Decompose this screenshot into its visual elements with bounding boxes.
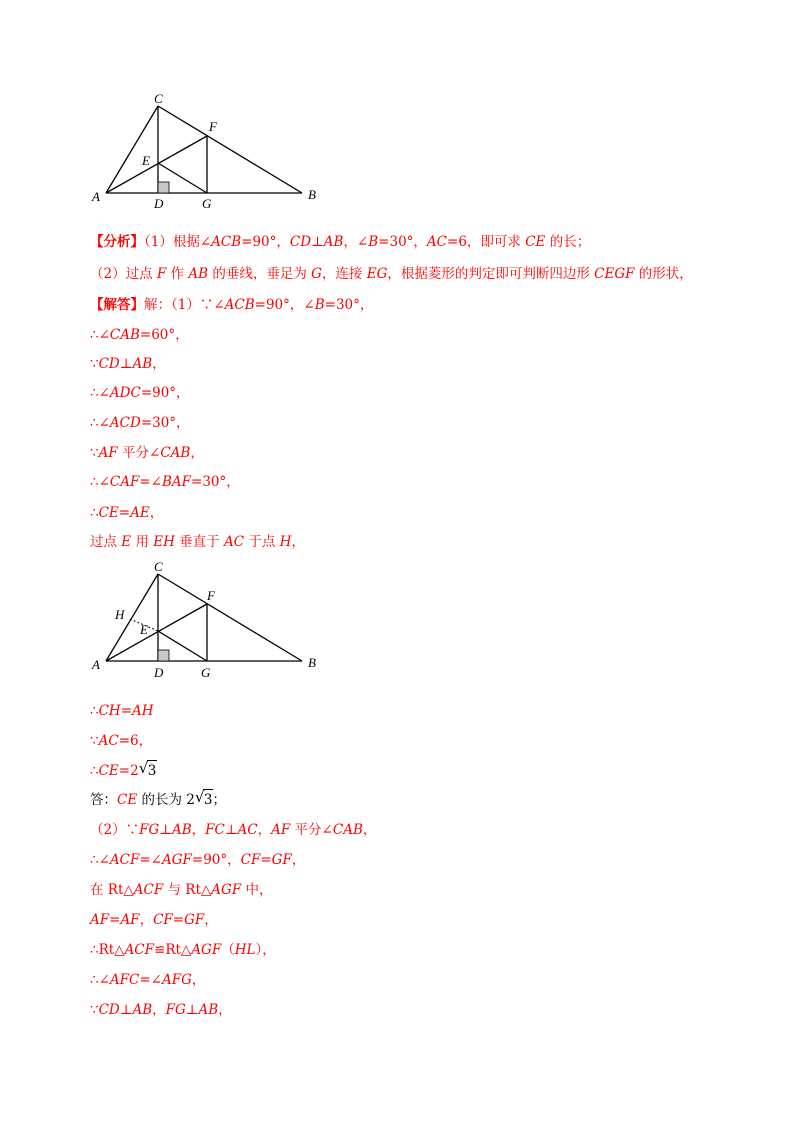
label-d: D xyxy=(154,665,164,680)
analysis-tag: 【分析】 xyxy=(90,234,144,250)
label-e: E xyxy=(140,622,148,637)
answer-line-0: 【解答】解：（1）∵∠ACB=90°，∠B=30°， xyxy=(90,297,374,313)
answer-line-12: 答：CE 的长为 2 √ 3； xyxy=(90,788,226,808)
analysis-line-2: （2）过点 F 作 AB 的垂线，垂足为 G，连接 EG，根据菱形的判定即可判断四边形 CEGF 的形状， xyxy=(90,266,693,282)
answer-line-19: ∵CD⊥AB，FG⊥AB， xyxy=(90,1002,232,1018)
label-d: D xyxy=(154,196,164,210)
answer-line-2: ∵CD⊥AB， xyxy=(90,356,166,372)
answer-line-1: ∴∠CAB=60°， xyxy=(90,327,189,343)
answer-line-14: ∴∠ACF=∠AGF=90°，CF=GF， xyxy=(90,852,306,868)
answer-line-10: ∵AC=6， xyxy=(90,733,153,749)
label-a: A xyxy=(92,657,100,672)
label-f: F xyxy=(209,119,217,134)
triangle-figure-2 xyxy=(90,557,330,682)
answer-line-13: （2）∵FG⊥AB，FC⊥AC，AF 平分∠CAB， xyxy=(90,822,377,838)
answer-line-6: ∴∠CAF=∠BAF=30°， xyxy=(90,474,240,490)
answer-line-15: 在 Rt△ACF 与 Rt△AGF 中， xyxy=(90,882,273,898)
label-e: E xyxy=(142,153,150,168)
answer-line-11: ∴CE=2 √ 3 xyxy=(90,759,157,779)
answer-tag: 【解答】 xyxy=(90,297,144,313)
sqrt-symbol: √ 3 xyxy=(194,788,213,808)
label-c: C xyxy=(154,559,163,574)
label-b: B xyxy=(308,187,316,202)
triangle-figure-1 xyxy=(90,90,330,210)
answer-line-4: ∴∠ACD=30°， xyxy=(90,415,190,431)
label-g: G xyxy=(201,665,211,680)
answer-line-16: AF=AF，CF=GF， xyxy=(90,912,218,928)
answer-line-7: ∴CE=AE， xyxy=(90,505,164,521)
label-a: A xyxy=(92,189,100,204)
answer-line-17: ∴Rt△ACF≌Rt△AGF（HL）， xyxy=(90,942,276,958)
analysis-line-1: 【分析】（1）根据∠ACB=90°，CD⊥AB，∠B=30°，AC=6，即可求 CE 的长； xyxy=(90,234,591,250)
label-f: F xyxy=(207,588,215,603)
sqrt-symbol: √ 3 xyxy=(138,759,157,779)
label-g: G xyxy=(202,196,212,210)
answer-line-18: ∴∠AFC=∠AFG， xyxy=(90,972,206,988)
label-b: B xyxy=(308,655,316,670)
label-c: C xyxy=(154,91,163,106)
answer-line-9: ∴CH=AH xyxy=(90,703,154,719)
label-h: H xyxy=(115,607,125,622)
answer-line-3: ∴∠ADC=90°， xyxy=(90,385,190,401)
answer-line-8: 过点 E 用 EH 垂直于 AC 于点 H， xyxy=(90,534,305,550)
answer-line-5: ∵AF 平分∠CAB， xyxy=(90,445,204,461)
